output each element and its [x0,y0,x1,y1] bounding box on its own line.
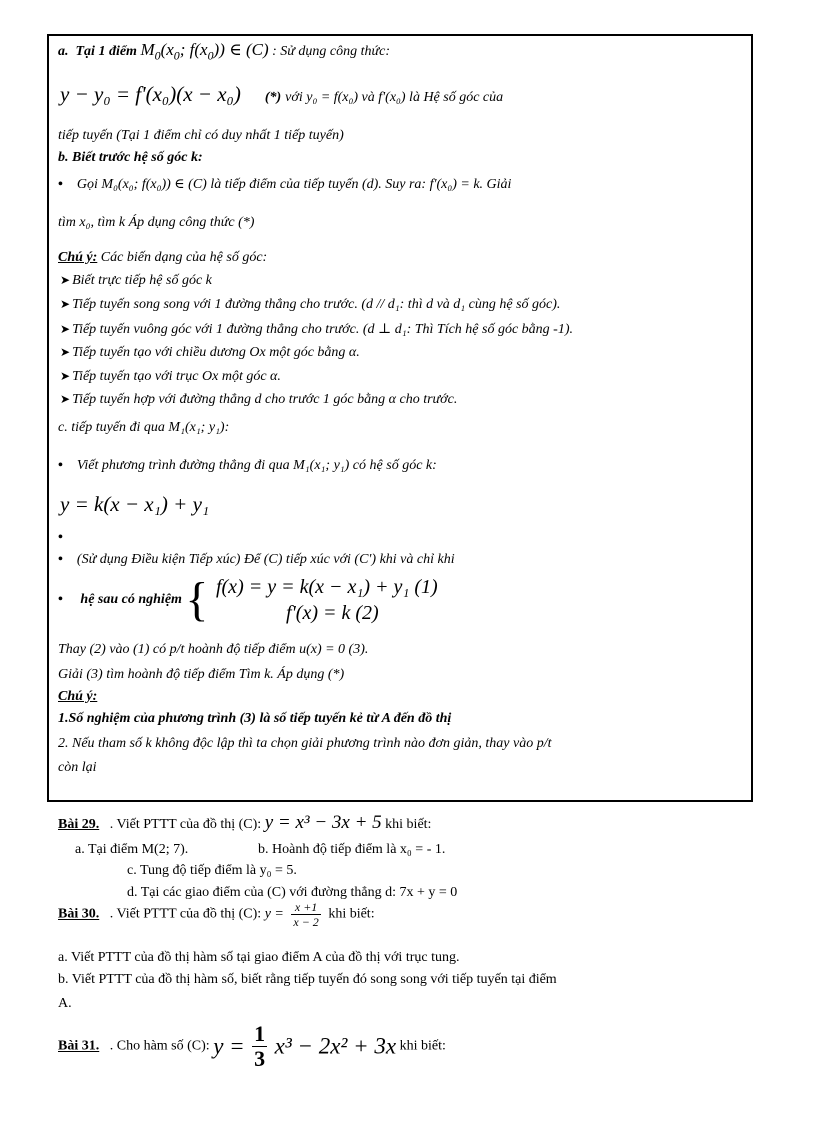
bai30-b: b. Viết PTTT của đồ thị hàm số, biết rằng tiếp tuyến đó song song với tiếp tuyến tại điểm [58,972,557,987]
arrow-icon: ➤ [60,273,71,287]
bai30-a: a. Viết PTTT của đồ thị hàm số tại giao điểm A của đồ thị với trục tung. [58,950,460,965]
c-formula: y = k(x − x₁) + y₁ [60,492,210,516]
note-heading-2: Chú ý: [58,689,98,704]
formula-main: y − y₀ = f'(x₀)(x − x₀) (*) với y₀ = f(x₀) và f'(x₀) là Hệ số góc của [60,82,504,106]
c-heading: c. tiếp tuyến đi qua M₁(x₁; y₁): [58,420,230,435]
theory-a-line: a. Tại 1 điểm $M_0(x_0$; $f(x_0)$) ∈ (C) : Sử dụng công thức: [58,40,391,63]
arrow-icon: ➤ [60,345,71,359]
c-bullet-3: • (Sử dụng Điều kiện Tiếp xúc) Để (C) tiếp xúc với (C') khi và chỉ khi [58,552,455,568]
bai30-b-cont: A. [58,996,72,1011]
thay-line: Thay (2) vào (1) có p/t hoành độ tiếp điểm u(x) = 0 (3). [58,642,369,657]
bai31-heading: Bài 31. . Cho hàm số (C): y = $\frac{1}{3}$ x³ − 2x² + 3x khi biết: [58,1021,446,1071]
brace-icon: { [185,573,209,626]
c-bullet-system: • hệ sau có nghiệm { f(x) = y = k(x − x₁) + y₁ (1) f'(x) = k (2) [58,574,438,626]
giai-line: Giải (3) tìm hoành độ tiếp điểm Tìm k. Áp dụng (*) [58,667,345,682]
bai29-b: b. Hoành độ tiếp điểm là x₀ = - 1. [258,842,446,857]
variant-2: ➤ Tiếp tuyến song song với 1 đường thẳng cho trước. (d // d₁: thì d và d₁ cùng hệ số góc). [60,297,561,312]
variant-3: ➤ Tiếp tuyến vuông góc với 1 đường thẳng cho trước. (d ⊥ d₁: Thì Tích hệ số góc bằng -1). [60,322,573,337]
variant-5: ➤ Tiếp tuyến tạo với trục Ox một góc α. [60,369,281,384]
tiep-tuyen-line: tiếp tuyến (Tại 1 điểm chỉ có duy nhất 1 tiếp tuyến) [58,128,344,143]
c-bullet-1: • Viết phương trình đường thẳng đi qua M₁(x₁; y₁) có hệ số góc k: [58,458,437,474]
note-1: 1.Số nghiệm của phương trình (3) là số tiếp tuyến kẻ từ A đến đồ thị [58,711,452,726]
b-bullet: • Gọi M₀(x₀; f(x₀)) ∈ (C) là tiếp điểm của tiếp tuyến (d). Suy ra: f'(x₀) = k. Giải [58,176,511,193]
b-heading: b. Biết trước hệ số góc k: [58,150,203,165]
bai30-fraction: $\frac{x +1}{x - 2}$ [293,900,319,929]
bai31-fraction: $\frac{1}{3}$ [254,1021,266,1071]
note-2-cont: còn lại [58,760,97,775]
bai30-heading: Bài 30. . Viết PTTT của đồ thị (C): y = $\frac{x +1}{x - 2}$ khi biết: [58,900,375,929]
b-cont: tìm x₀, tìm k Áp dụng công thức (*) [58,215,255,230]
note-2: 2. Nếu tham số k không độc lập thì ta chọn giải phương trình nào đơn giản, thay vào p/t [58,736,552,751]
variant-4: ➤ Tiếp tuyến tạo với chiều dương Ox một góc bằng α. [60,345,360,360]
arrow-icon: ➤ [60,322,71,336]
arrow-icon: ➤ [60,392,71,406]
c-bullet-empty [58,530,77,546]
note-heading: Chú ý: Các biến dạng của hệ số góc: [58,250,268,265]
bai29-c: c. Tung độ tiếp điểm là y₀ = 5. [127,863,297,878]
arrow-icon: ➤ [60,297,71,311]
bai29-d: d. Tại các giao điểm của (C) với đường thẳng d: 7x + y = 0 [127,885,458,900]
variant-6: ➤ Tiếp tuyến hợp với đường thẳng d cho trước 1 góc bằng α cho trước. [60,392,458,407]
variant-1: ➤ Biết trực tiếp hệ số góc k [60,273,212,288]
bai29-a: a. Tại điểm M(2; 7). [75,842,189,857]
bai29-heading: Bài 29. . Viết PTTT của đồ thị (C): y = x³ − 3x + 5 khi biết: [58,812,432,833]
arrow-icon: ➤ [60,369,71,383]
